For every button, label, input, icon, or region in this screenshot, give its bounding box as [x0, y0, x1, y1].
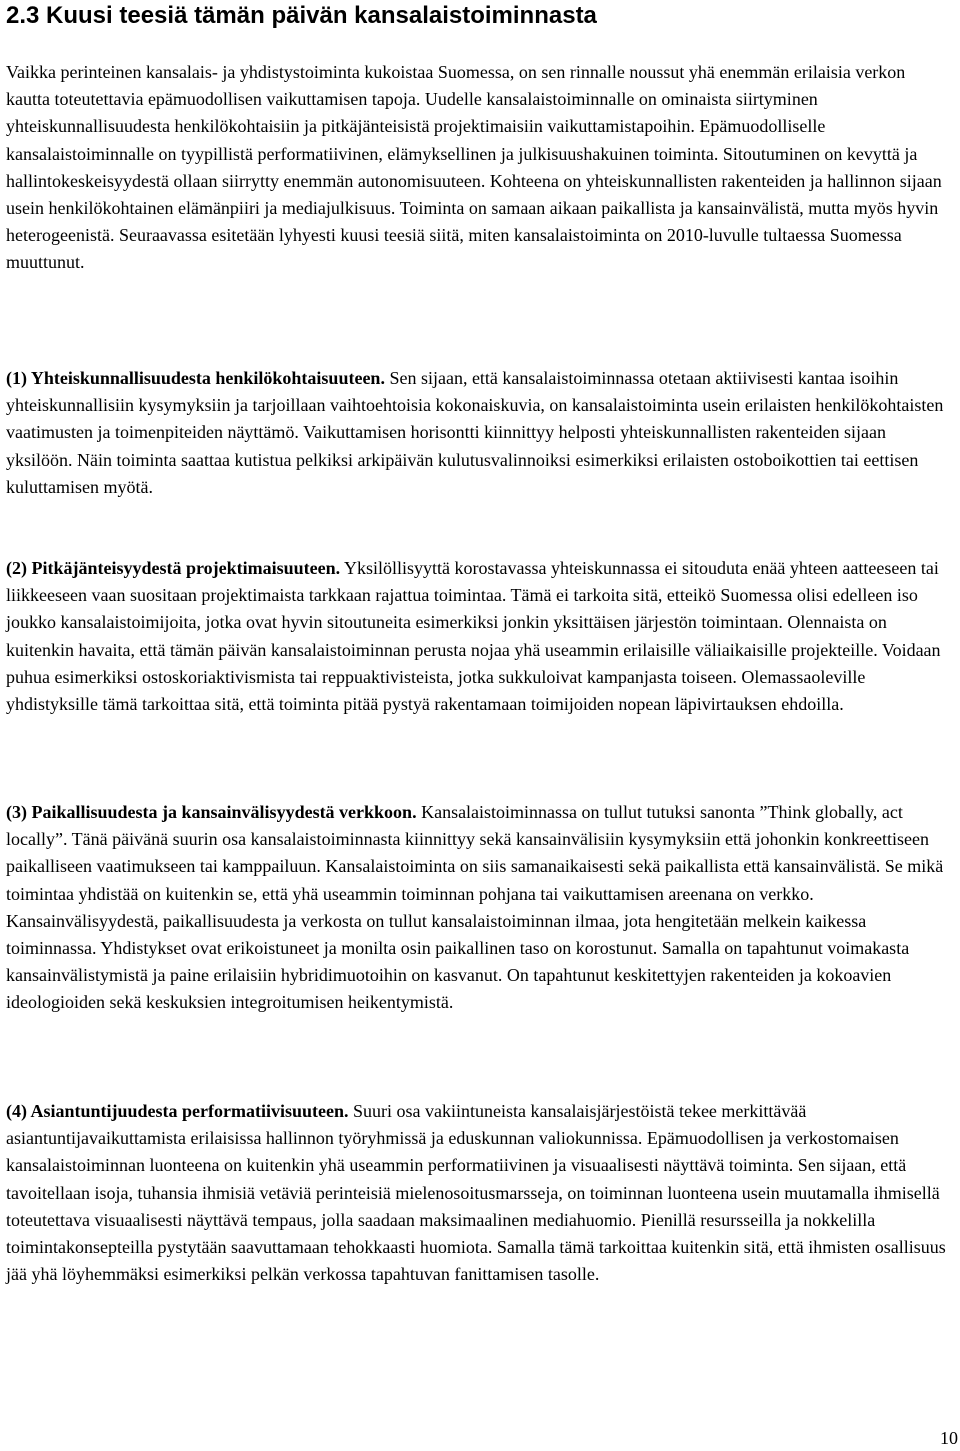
section-heading: 2.3 Kuusi teesiä tämän päivän kansalaistoiminnasta: [6, 2, 597, 29]
thesis-2-title: (2) Pitkäjänteisyydestä projektimaisuuteen.: [6, 558, 341, 578]
thesis-2-body: Yksilöllisyyttä korostavassa yhteiskunnassa ei sitouduta enää yhteen aatteeseen tai liikkeeseen vaan suositaan projektimaista tarkkaan rajattua toimintaa. Tämä ei tarkoita sitä, etteikö Suomessa olisi edelleen iso joukko kansalaistoimijoita, jotka ovat hyvin sitoutuneita esimerkiksi jonkin yksittäisen järjestön toimintaan. Olennaista on kuitenkin havaita, että tämän päivän kansalaistoiminnan perusta nojaa yhä useammin erilaisille väliaikaisille projekteille. Voidaan puhua esimerkiksi ostoskoriaktivismista tai reppuaktivisteista, jotka sukkuloivat kampanjasta toiseen. Olemassaoleville yhdistyksille tämä tarkoittaa sitä, että toiminta pitää pystyä rakentamaan toimijoiden nopean läpivirtauksen ehdoilla.: [6, 558, 941, 715]
thesis-4-title: (4) Asiantuntijuudesta performatiivisuuteen.: [6, 1101, 349, 1121]
thesis-3-body: Kansalaistoiminnassa on tullut tutuksi sanonta ”Think globally, act locally”. Tänä päivänä suurin osa kansalaistoiminnasta kiinnittyy sekä kansainvälisiin kysymyksiin että johonkin konkreettiseen paikalliseen vaatimukseen tai kamppailuun. Kansalaistoiminta on siis samanaikaisesti sekä paikallista että kansainvälistä. Se mikä toimintaa yhdistää on kuitenkin se, että yhä useammin toiminnan pohjana tai vaikuttamisen areenana on verkko. Kansainvälisyydestä, paikallisuudesta ja verkosta on tullut kansalaistoiminnan ilmaa, jota hengitetään melkein kaikessa toiminnassa. Yhdistykset ovat erikoistuneet ja monilta osin paikallinen taso on korostunut. Samalla on tapahtunut voimakasta kansainvälistymistä ja paine erilaisiin hybridimuotoihin on kasvanut. On tapahtunut keskitettyjen rakenteiden ja kokoavien ideologioiden sekä keskuksien integroitumisen heikentymistä.: [6, 802, 944, 1013]
page-number: 10: [940, 1428, 958, 1448]
intro-paragraph: Vaikka perinteinen kansalais- ja yhdistystoiminta kukoistaa Suomessa, on sen rinnalle noussut yhä enemmän erilaisia verkon kautta toteutettavia epämuodollisen vaikuttamisen tapoja. Uudelle kansalaistoiminnalle on ominaista siirtyminen yhteiskunnallisuudesta henkilökohtaisiin ja pitkäjänteisistä projektimaisiin vaikuttamistapoihin. Epämuodolliselle kansalaistoiminnalle on tyypillistä performatiivinen, elämyksellinen ja julkisuushakuinen toiminta. Sitoutuminen on kevyttä ja hallintokeskeisyydestä ollaan siirrytty enemmän autonomisuuteen. Kohteena on yhteiskunnallisten rakenteiden ja hallinnon sijaan usein henkilökohtainen elämänpiiri ja mediajulkisuus. Toiminta on samaan aikaan paikallista ja kansainvälistä, mutta myös hyvin heterogeenistä. Seuraavassa esitetään lyhyesti kuusi teesiä siitä, miten kansalaistoiminta on 2010-luvulle tultaessa Suomessa muuttunut.: [6, 62, 942, 273]
thesis-1-body: Sen sijaan, että kansalaistoiminnassa otetaan aktiivisesti kantaa isoihin yhteiskunnallisiin kysymyksiin ja tarjoillaan vaihtoehtoisia kokonaiskuvia, on kansalaistoiminta usein erilaisten henkilökohtaisten vaatimusten ja toimenpiteiden näyttämö. Vaikuttamisen horisontti kiinnittyy helposti yhteiskunnallisten rakenteiden sijaan yksilöön. Näin toiminta saattaa kutistua pelkiksi arkipäivän kulutusvalinnoiksi esimerkiksi erilaisten ostoboikottien tai eettisen kuluttamisen myötä.: [6, 368, 944, 497]
thesis-4-paragraph: [6, 1098, 946, 1288]
thesis-1-paragraph: [6, 365, 946, 501]
thesis-3-title: (3) Paikallisuudesta ja kansainvälisyydestä verkkoon.: [6, 802, 417, 822]
thesis-1-title: (1) Yhteiskunnallisuudesta henkilökohtaisuuteen.: [6, 368, 385, 388]
thesis-3-paragraph: [6, 799, 946, 1017]
thesis-2-paragraph: [6, 555, 946, 718]
thesis-4-body: Suuri osa vakiintuneista kansalaisjärjestöistä tekee merkittävää asiantuntijavaikuttamista erilaisissa hallinnon työryhmissä ja eduskunnan valiokunnissa. Epämuodollisen ja verkostomaisen kansalaistoiminnan luonteena on kuitenkin yhä useammin performatiivinen ja visuaalisesti näyttävä toiminta. Sen sijaan, että tavoitellaan isoja, tuhansia ihmisiä vetäviä perinteisiä mielenosoitusmarsseja, on toiminnan luonteena usein muutamalla ihmisellä toteutettava visuaalisesti näyttävä tempaus, jolla saadaan maksimaalinen mediahuomio. Pienillä resursseilla ja nokkelilla toimintakonsepteilla pystytään saavuttamaan tehokkaasti huomiota. Samalla tämä tarkoittaa kuitenkin sitä, että ihmisten osallisuus jää yhä löyhemmäksi esimerkiksi pelkän verkossa tapahtuvan fanittamisen tasolle.: [6, 1101, 946, 1285]
